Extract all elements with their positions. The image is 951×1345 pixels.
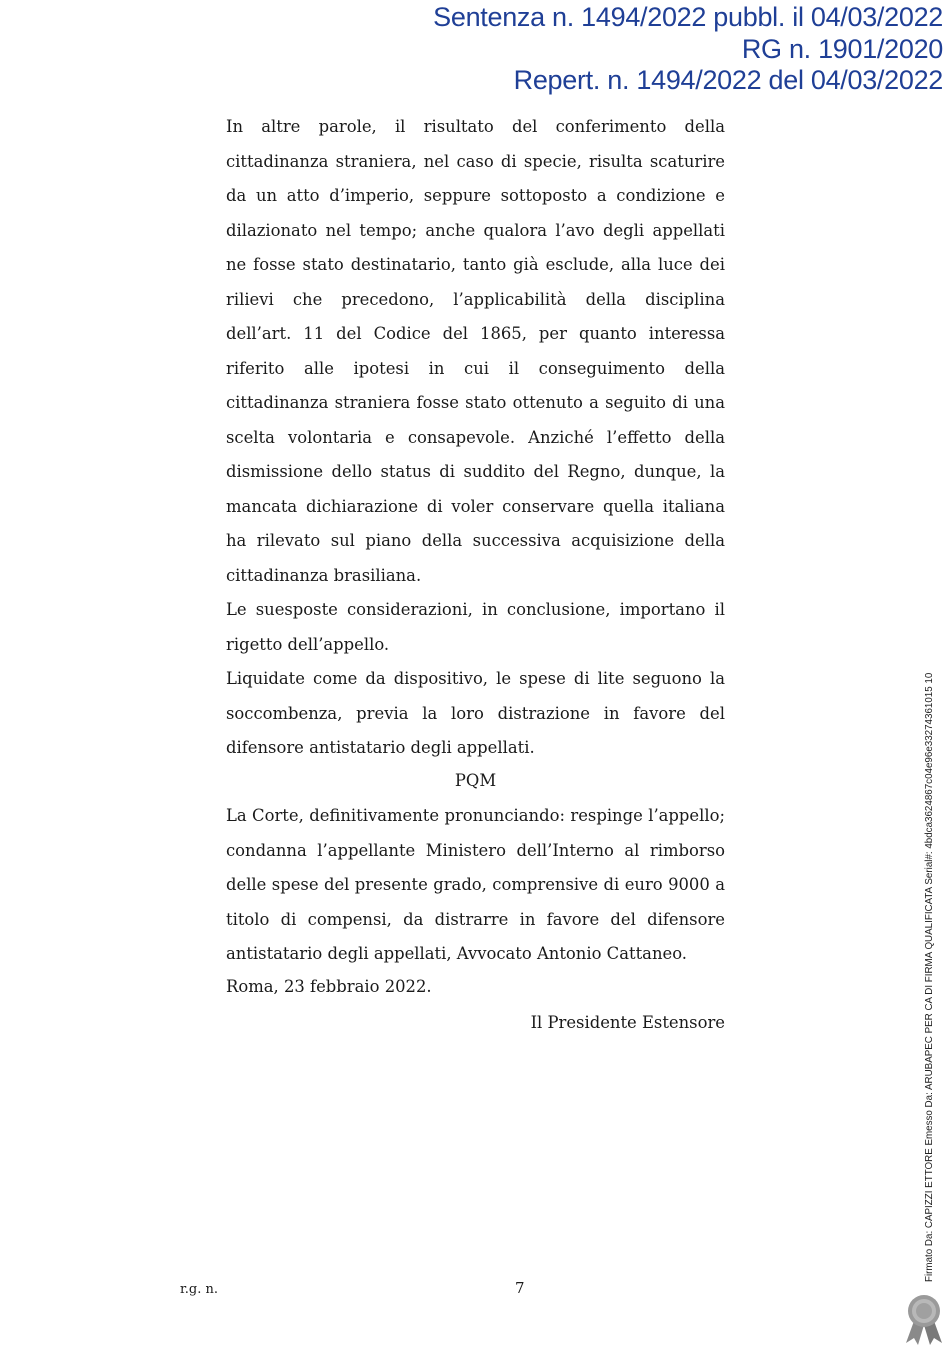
paragraph: Le suesposte considerazioni, in conclusione, importano il rigetto dell’appello.: [226, 600, 725, 654]
place-date: Roma, 23 febbraio 2022.: [226, 977, 432, 996]
dispositivo-text: La Corte, definitivamente pronunciando: respinge l’appello; condanna l’appellante Ministero dell’Interno al rimborso delle spese del presente grado, comprensive di euro 9000 a titolo di compensi, da distrarre in favore del difensore antistatario degli appellati, Avvocato Antonio Cattaneo.: [226, 806, 725, 963]
body-text: [226, 110, 725, 766]
certified-seal-icon: [902, 1293, 946, 1345]
repert-reference: Repert. n. 1494/2022 del 04/03/2022: [513, 65, 943, 95]
digital-signature-stamp: Firmato Da: CAPIZZI ETTORE Emesso Da: ARUBAPEC PER CA DI FIRMA QUALIFICATA Serial#: 4bdca3624867c04e96e33274361015 10: [924, 672, 935, 1282]
sentenza-reference: Sentenza n. 1494/2022 pubbl. il 04/03/2022: [433, 2, 943, 32]
footer-rg-label: r.g. n.: [180, 1282, 219, 1297]
rg-reference: RG n. 1901/2020: [741, 33, 943, 64]
dispositivo: [226, 799, 725, 972]
page-number: 7: [515, 1279, 525, 1297]
document-header: [433, 2, 943, 97]
paragraph: Liquidate come da dispositivo, le spese di lite seguono la soccombenza, previa la loro distrazione in favore del difensore antistatario degli appellati.: [226, 669, 725, 757]
pqm-heading: PQM: [454, 771, 497, 790]
signer: Il Presidente Estensore: [530, 1013, 725, 1032]
paragraph: In altre parole, il risultato del conferimento della cittadinanza straniera, nel caso di specie, risulta scaturire da un atto d’imperio, seppure sottoposto a condizione e dilazionato nel tempo; anche qualora l’avo degli appellati ne fosse stato destinatario, tanto già esclude, alla luce dei rilievi che precedono, l’applicabilità della disciplina dell’art. 11 del Codice del 1865, per quanto interessa riferito alle ipotesi in cui il conseguimento della cittadinanza straniera fosse stato ottenuto a seguito di una scelta volontaria e consapevole. Anziché l’effetto della dismissione dello status di suddito del Regno, dunque, la mancata dichiarazione di voler conservare quella italiana ha rilevato sul piano della successiva acquisizione della cittadinanza brasiliana.: [226, 117, 725, 585]
